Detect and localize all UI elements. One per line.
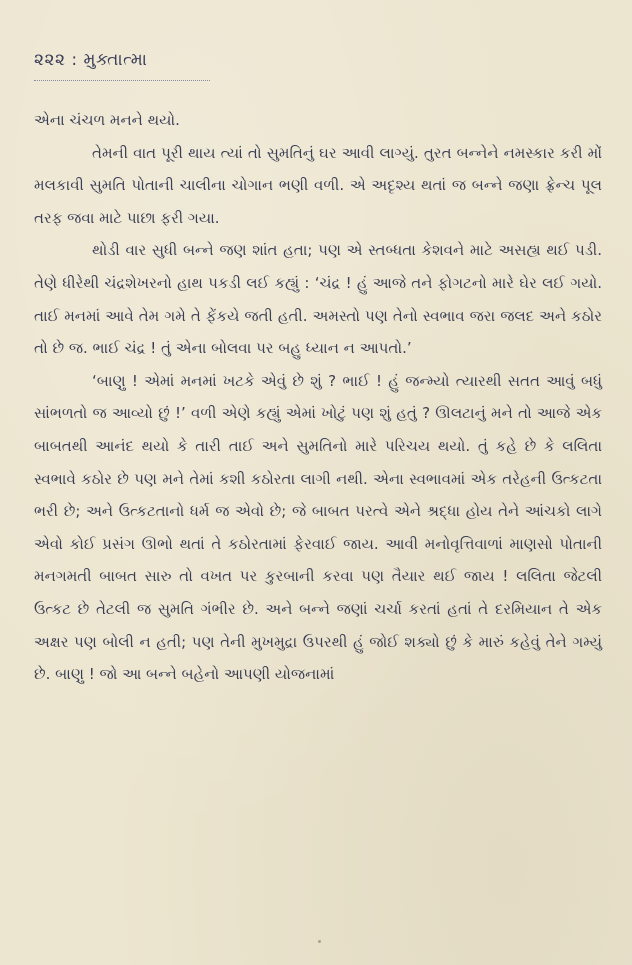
paragraph-2: તેમની વાત પૂરી થાય ત્યાં તો સુમતિનું ઘર આવી લાગ્યું. તુરત બન્નેને નમસ્કાર કરી મોં મલકાવી સુમતિ પોતાની ચાલીના ચોગાન ભણી વળી. એ અદૃશ્ય થતાં જ બન્ને જણા ફ્રેન્ચ પૂલ તરફ જવા માટે પાછા ફરી ગયા. — [34, 143, 602, 227]
page-speck — [318, 940, 321, 943]
paragraph-1: એના ચંચળ મનને થયો. — [34, 111, 180, 129]
paragraph-4: ‘બાણુ ! એમાં મનમાં ખટકે એવું છે શું ? ભાઈ ! હું જન્મ્યો ત્યારથી સતત આવું બધું સાંભળતો જ આવ્યો છું !’ વળી એણે કહ્યું એમાં ખોટું પણ શું હતું ? ઊલટાનું મને તો આજે એક બાબતથી આનંદ થયો કે તારી તાઈ અને સુમતિનો મારે પરિચય થયો. તું કહે છે કે લલિતા સ્વભાવે કઠોર છે પણ મને તેમાં કશી કઠોરતા લાગી નથી. એના સ્વભાવમાં એક તરેહની ઉત્કટતા ભરી છે; અને ઉત્કટતાનો ધર્મ જ એવો છે; જે બાબત પરત્વે એને શ્રદ્ધા હોય તેને આંચકો લાગે એવો કોઈ પ્રસંગ ઊભો થતાં તે કઠોરતામાં ફેરવાઈ જાય. આવી મનોવૃત્તિવાળાં માણસો પોતાની મનગમતી બાબત સારુ તો વખત પર કુરબાની કરવા પણ તૈયાર થઈ જાય ! લલિતા જેટલી ઉત્કટ છે તેટલી જ સુમતિ ગંભીર છે. અને બન્ને જણાં ચર્ચા કરતાં હતાં તે દરમિયાન તે એક અક્ષર પણ બોલી ન હતી; પણ તેની મુખમુદ્રા ઉપરથી હું જોઈ શક્યો છું કે મારું કહેવું તેને ગમ્યું છે. બાણુ ! જો આ બન્ને બહેનો આપણી યોજનામાં — [34, 371, 602, 684]
body-text — [34, 104, 602, 691]
running-head: ૨૨૨ : મુક્તાત્મા — [34, 50, 148, 70]
paragraph-3: થોડી વાર સુધી બન્ને જણ શાંત હતા; પણ એ સ્તબ્ધતા કેશવને માટે અસહ્ય થઈ પડી. તેણે ધીરેથી ચંદ્રશેખરનો હાથ પકડી લઈ કહ્યું : ‘ચંદ્ર ! હું આજે તને ફોગટનો મારે ઘેર લઈ ગયો. તાઈ મનમાં આવે તેમ ગમે તે ફેંકયે જતી હતી. અમસ્તો પણ તેનો સ્વભાવ જરા જલદ અને કઠોર તો છે જ. ભાઈ ચંદ્ર ! તું એના બોલવા પર બહુ ધ્યાન ન આપતો.’ — [34, 241, 602, 358]
header-underline — [34, 76, 210, 81]
